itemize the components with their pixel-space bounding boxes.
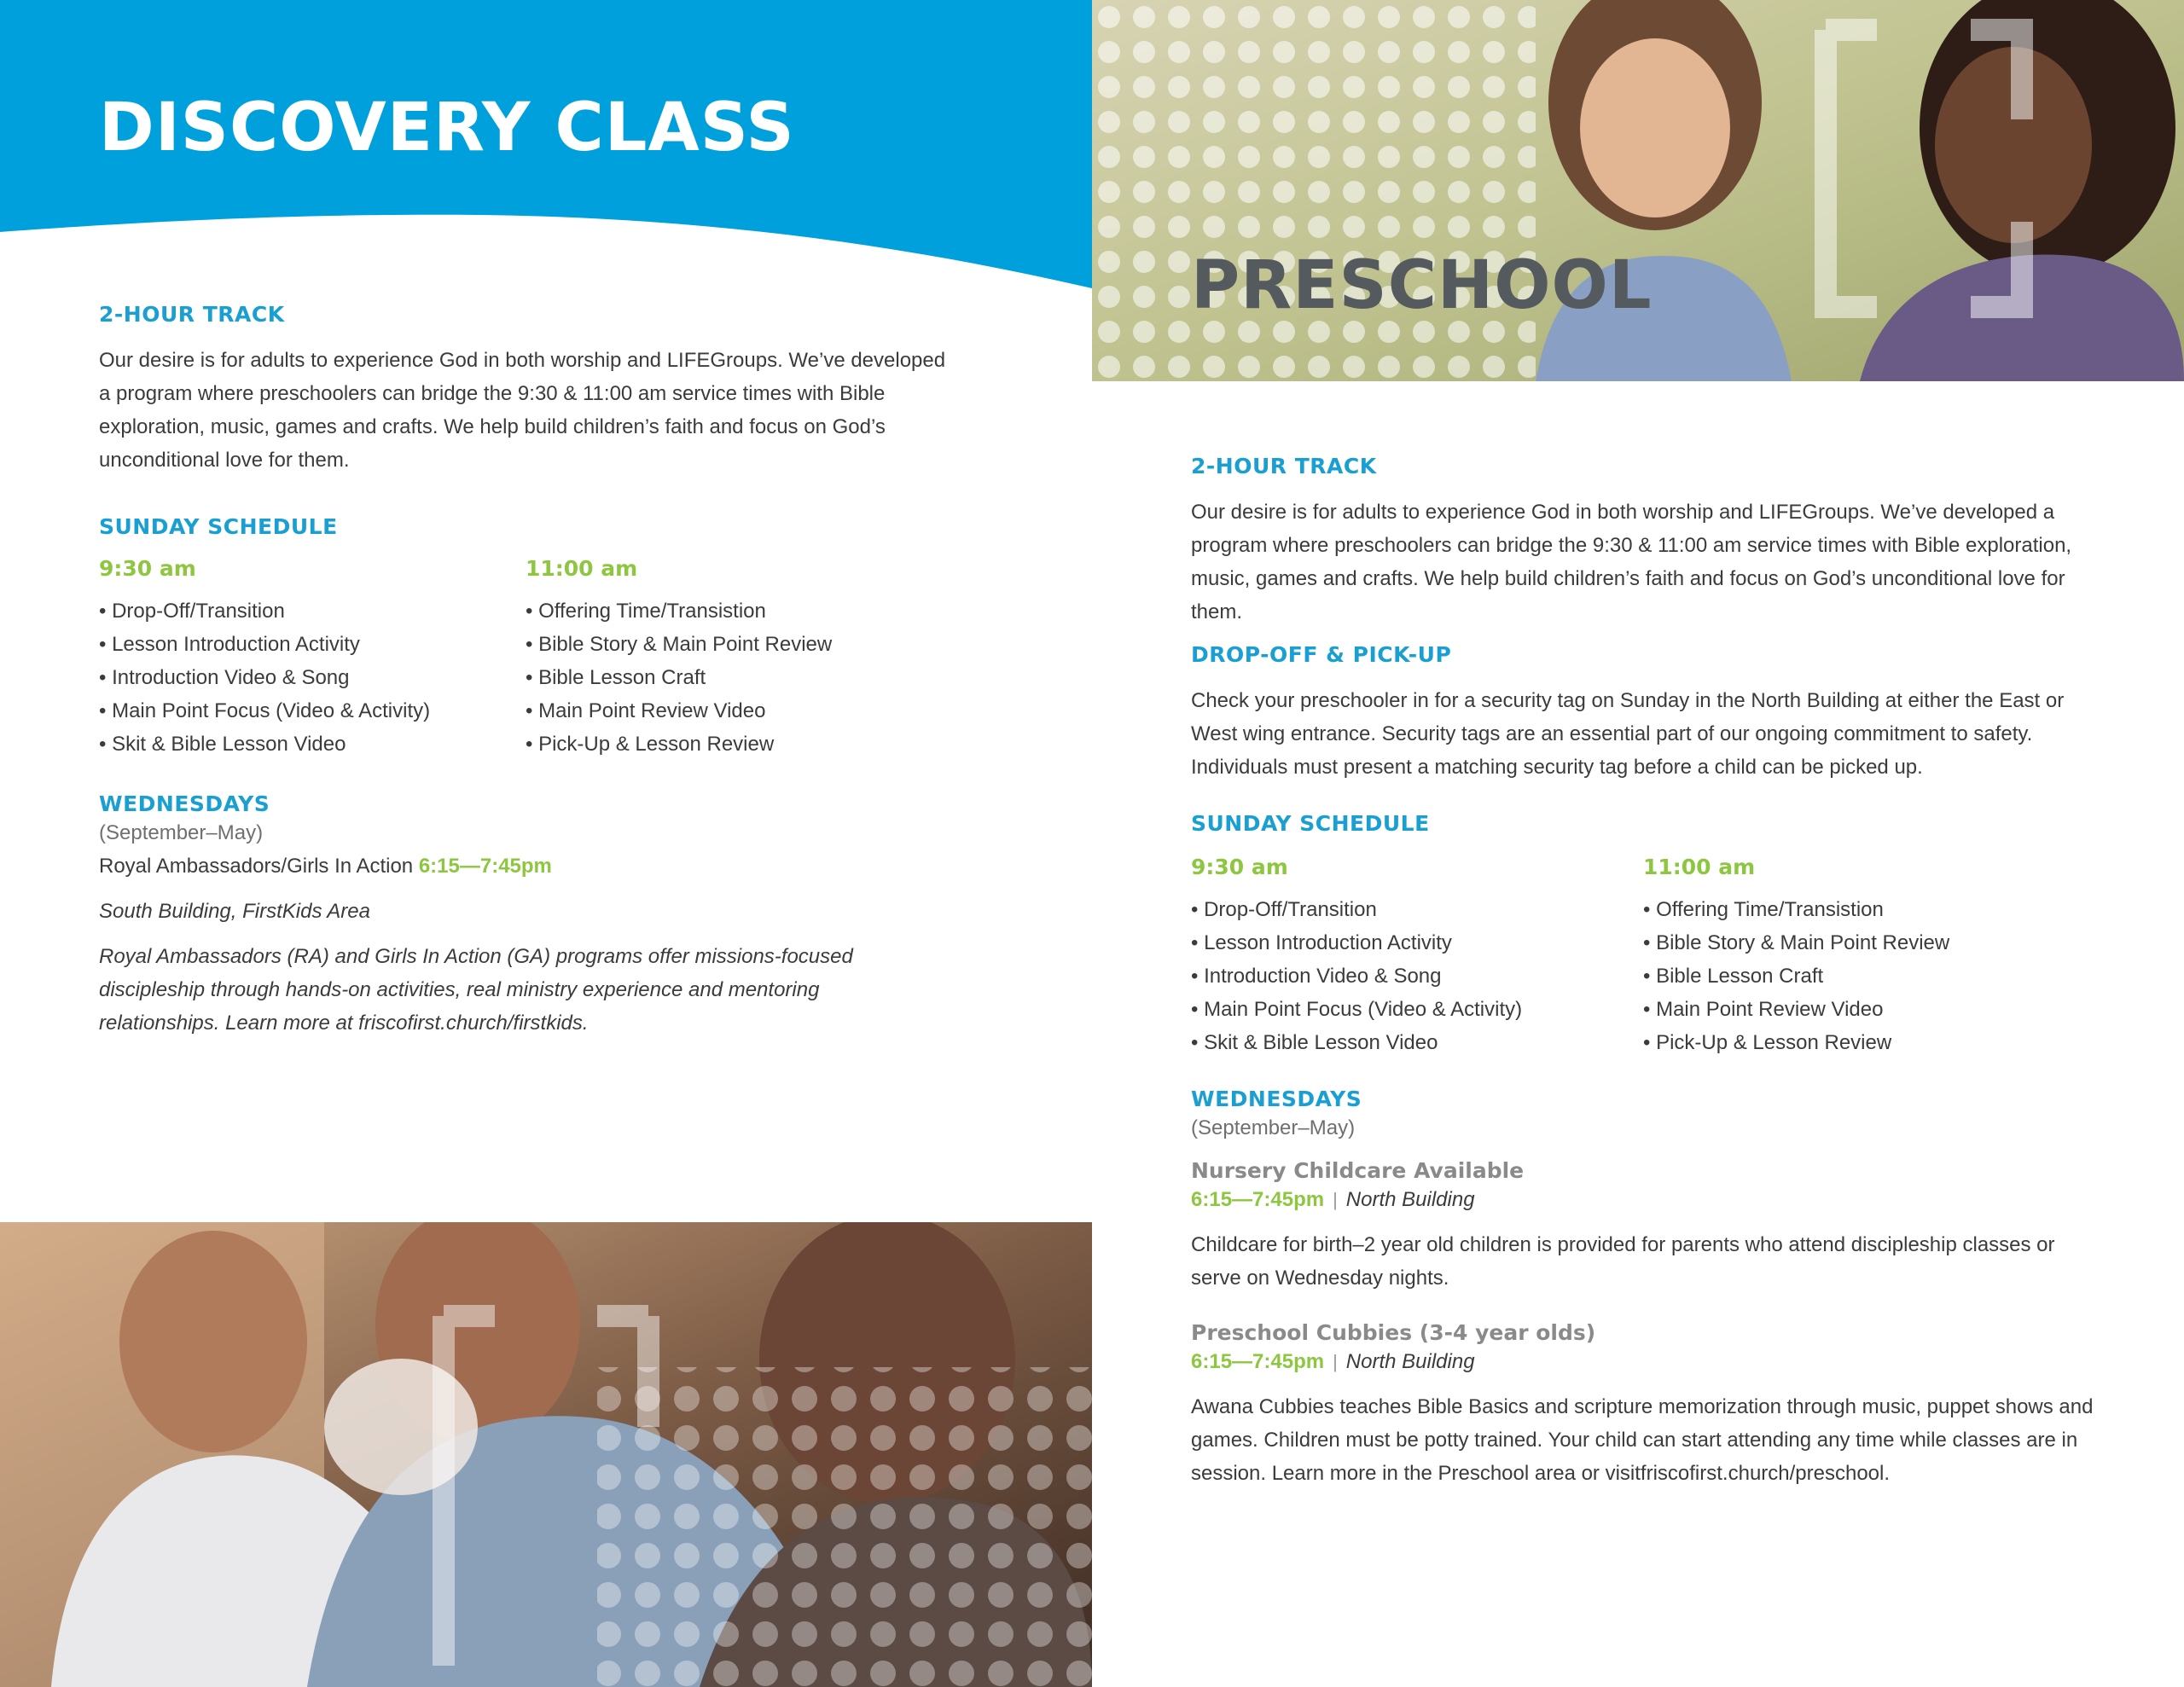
schedule-time: 9:30 am <box>1191 855 1288 879</box>
nursery-location: North Building <box>1345 1188 1475 1211</box>
nursery-time-line <box>1191 1183 2095 1216</box>
schedule-column-1100 <box>526 556 952 761</box>
cubbies-heading: Preschool Cubbies (3-4 year olds) <box>1191 1320 1596 1345</box>
discovery-sunday-schedule <box>99 556 952 761</box>
schedule-list <box>526 594 952 761</box>
preschool-track-heading: 2-HOUR TRACK <box>1191 454 1377 478</box>
discovery-program-line <box>99 849 952 883</box>
schedule-time: 11:00 am <box>1643 855 1756 879</box>
nursery-heading: Nursery Childcare Available <box>1191 1158 1525 1183</box>
discovery-class-section <box>99 299 952 1040</box>
program-location: South Building, FirstKids Area <box>99 900 370 923</box>
preschool-dropoff-body: Check your preschooler in for a security tag on Sunday in the North Building at either the East or West wing entrance. Security tags are an essential part of our ongoing commitment to safety. Individuals must present a matching security tag before a child can be picked up. <box>1191 689 2065 779</box>
cubbies-time: 6:15—7:45pm <box>1191 1350 1325 1373</box>
program-name: Royal Ambassadors/Girls In Action <box>99 855 414 878</box>
preschool-dropoff-heading: DROP-OFF & PICK-UP <box>1191 642 1452 667</box>
preschool-wednesdays-months: (September–May) <box>1191 1116 1356 1139</box>
schedule-time: 9:30 am <box>99 556 196 581</box>
preschool-wednesdays-heading: WEDNESDAYS <box>1191 1087 1362 1111</box>
nursery-body: Childcare for birth–2 year old children is provided for parents who attend discipleship classes or serve on Wednesday nights. <box>1191 1233 2055 1290</box>
discovery-class-title: DISCOVERY CLASS <box>99 90 795 166</box>
cubbies-body: Awana Cubbies teaches Bible Basics and scripture memorization through music, puppet shows and games. Children must be potty trained. Your child can start attending any time while classes are in session. Learn more in the Preschool area or visitfriscofirst.church/preschool. <box>1191 1395 2094 1485</box>
list-item: • Offering Time/Transistion <box>526 594 952 628</box>
program-time: 6:15—7:45pm <box>418 855 552 878</box>
list-item: • Main Point Review Video <box>1643 993 2095 1026</box>
list-item: • Introduction Video & Song <box>99 661 526 694</box>
separator: | <box>1333 1351 1338 1372</box>
list-item: • Drop-Off/Transition <box>1191 893 1643 926</box>
schedule-list <box>1643 893 2095 1059</box>
preschool-sunday-heading: SUNDAY SCHEDULE <box>1191 811 1430 836</box>
list-item: • Main Point Focus (Video & Activity) <box>99 694 526 728</box>
list-item: • Drop-Off/Transition <box>99 594 526 628</box>
list-item: • Main Point Focus (Video & Activity) <box>1191 993 1643 1026</box>
schedule-list <box>1191 893 1643 1059</box>
list-item: • Bible Lesson Craft <box>1643 959 2095 993</box>
list-item: • Lesson Introduction Activity <box>99 628 526 661</box>
list-item: • Bible Story & Main Point Review <box>526 628 952 661</box>
schedule-column-930 <box>99 556 526 761</box>
list-item: • Bible Story & Main Point Review <box>1643 926 2095 959</box>
separator: | <box>1333 1189 1338 1210</box>
list-item: • Offering Time/Transistion <box>1643 893 2095 926</box>
discovery-sunday-heading: SUNDAY SCHEDULE <box>99 514 338 539</box>
preschool-title: PRESCHOOL <box>1191 247 1653 324</box>
schedule-column-930 <box>1191 855 1643 1059</box>
list-item: • Lesson Introduction Activity <box>1191 926 1643 959</box>
list-item: • Main Point Review Video <box>526 694 952 728</box>
discovery-wednesdays-months: (September–May) <box>99 821 264 844</box>
list-item: • Introduction Video & Song <box>1191 959 1643 993</box>
preschool-track-body: Our desire is for adults to experience God in both worship and LIFEGroups. We’ve developed a program where preschoolers can bridge the 9:30 & 11:00 am service times with Bible exploration, music, games and crafts. We help build children’s faith and focus on God’s unconditional love for them. <box>1191 501 2072 623</box>
cubbies-time-line <box>1191 1345 2095 1378</box>
cubbies-location: North Building <box>1345 1350 1475 1373</box>
program-description: Royal Ambassadors (RA) and Girls In Action (GA) programs offer missions-focused discipleship through hands-on activities, real ministry experience and mentoring relationships. Learn more at friscofirst.church/firstkids. <box>99 945 853 1035</box>
preschool-section <box>1191 452 2095 1490</box>
schedule-list <box>99 594 526 761</box>
list-item: • Pick-Up & Lesson Review <box>526 728 952 761</box>
discovery-track-body: Our desire is for adults to experience God in both worship and LIFEGroups. We’ve developed a program where preschoolers can bridge the 9:30 & 11:00 am service times with Bible exploration, music, games and crafts. We help build children’s faith and focus on God’s unconditional love for them. <box>99 349 946 472</box>
nursery-time: 6:15—7:45pm <box>1191 1188 1325 1211</box>
list-item: • Bible Lesson Craft <box>526 661 952 694</box>
men-praying-photo <box>0 1222 1092 1687</box>
discovery-wednesdays-heading: WEDNESDAYS <box>99 791 270 816</box>
discovery-track-heading: 2-HOUR TRACK <box>99 302 285 327</box>
preschool-sunday-schedule <box>1191 855 2095 1059</box>
schedule-time: 11:00 am <box>526 556 638 581</box>
list-item: • Pick-Up & Lesson Review <box>1643 1026 2095 1059</box>
list-item: • Skit & Bible Lesson Video <box>1191 1026 1643 1059</box>
schedule-column-1100 <box>1643 855 2095 1059</box>
list-item: • Skit & Bible Lesson Video <box>99 728 526 761</box>
